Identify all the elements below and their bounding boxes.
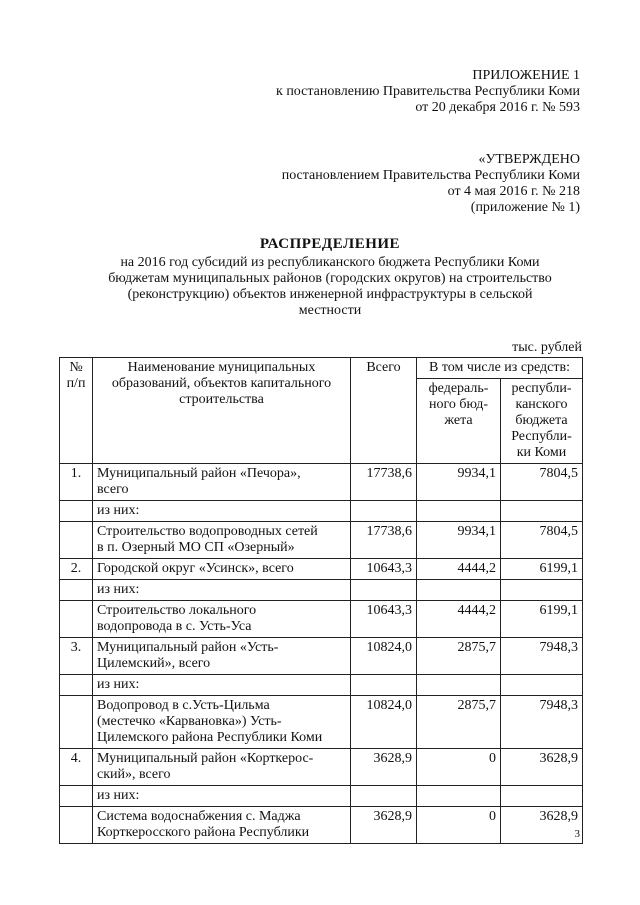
row-federal: 4444,2 — [417, 601, 501, 638]
table-row — [60, 696, 583, 749]
header-name-line-2: образований, объектов капитального — [111, 376, 332, 391]
appendix-line-1: ПРИЛОЖЕНИЕ 1 — [472, 68, 580, 83]
row-num — [60, 786, 93, 807]
row-name — [93, 601, 351, 638]
header-num-line-2: п/п — [66, 376, 86, 391]
row-federal: 2875,7 — [417, 638, 501, 675]
row-name-line: Система водоснабжения с. Маджа — [97, 809, 301, 824]
row-total — [351, 786, 417, 807]
row-name-line: Муниципальный район «Усть- — [97, 640, 279, 655]
header-name-line-1: Наименование муниципальных — [127, 360, 316, 375]
row-federal — [417, 675, 501, 696]
row-name-line: водопровода в с. Усть-Уса — [97, 619, 252, 634]
row-federal — [417, 580, 501, 601]
row-name-line: Строительство водопроводных сетей — [97, 524, 318, 539]
row-num — [60, 696, 93, 749]
table-row — [60, 786, 583, 807]
row-total: 10643,3 — [351, 601, 417, 638]
row-republic: 7948,3 — [501, 638, 583, 675]
row-num: 2. — [60, 559, 93, 580]
header-federal-line-1: федераль- — [428, 381, 489, 396]
row-total: 3628,9 — [351, 749, 417, 786]
row-name — [93, 464, 351, 501]
units-label: тыс. рублей — [512, 340, 582, 355]
approved-block — [282, 152, 580, 216]
row-name-line: всего — [97, 482, 129, 497]
table-row — [60, 464, 583, 501]
row-republic — [501, 501, 583, 522]
header-republic-line-1: республи- — [511, 381, 572, 396]
row-name — [93, 696, 351, 749]
row-name — [93, 807, 351, 844]
header-republic-line-4: Республи- — [511, 429, 572, 444]
row-federal: 2875,7 — [417, 696, 501, 749]
row-name-line: Цилемский», всего — [97, 656, 211, 671]
row-total: 10824,0 — [351, 696, 417, 749]
row-name — [93, 749, 351, 786]
row-name-line: в п. Озерный МО СП «Озерный» — [97, 540, 295, 555]
row-name-line: Муниципальный район «Печора», — [97, 466, 301, 481]
row-republic: 3628,9 — [501, 807, 583, 844]
row-name-line: (местечко «Карвановка») Усть- — [97, 714, 282, 729]
header-name-line-3: строительства — [179, 392, 264, 407]
row-num — [60, 501, 93, 522]
table-row — [60, 601, 583, 638]
approved-line-4: (приложение № 1) — [470, 200, 580, 215]
header-total: Всего — [351, 358, 417, 464]
row-republic: 3628,9 — [501, 749, 583, 786]
header-num — [60, 358, 93, 464]
row-republic: 6199,1 — [501, 601, 583, 638]
row-total — [351, 501, 417, 522]
table-header-row — [60, 358, 583, 379]
row-name: из них: — [93, 786, 351, 807]
row-name-line: Строительство локального — [97, 603, 257, 618]
header-federal — [417, 379, 501, 464]
header-republic — [501, 379, 583, 464]
row-name: из них: — [93, 501, 351, 522]
row-federal — [417, 786, 501, 807]
table-row — [60, 522, 583, 559]
row-total — [351, 580, 417, 601]
header-federal-line-3: жета — [444, 413, 473, 428]
row-republic — [501, 580, 583, 601]
row-republic: 7804,5 — [501, 522, 583, 559]
row-federal: 9934,1 — [417, 522, 501, 559]
row-federal: 0 — [417, 749, 501, 786]
row-name-line: Корткеросского района Республики — [97, 825, 310, 840]
row-name-line: Муниципальный район «Корткерос- — [97, 751, 314, 766]
row-name: из них: — [93, 675, 351, 696]
table-row — [60, 559, 583, 580]
row-num — [60, 807, 93, 844]
row-federal: 9934,1 — [417, 464, 501, 501]
subsidy-table — [59, 357, 583, 844]
row-republic: 7804,5 — [501, 464, 583, 501]
table-row — [60, 807, 583, 844]
row-num: 1. — [60, 464, 93, 501]
table-row — [60, 638, 583, 675]
row-num — [60, 580, 93, 601]
row-num: 3. — [60, 638, 93, 675]
row-republic: 6199,1 — [501, 559, 583, 580]
row-name: Городской округ «Усинск», всего — [93, 559, 351, 580]
row-num — [60, 601, 93, 638]
row-name: из них: — [93, 580, 351, 601]
row-name-line: Водопровод в с.Усть-Цильма — [97, 698, 270, 713]
page-number: 3 — [574, 828, 580, 840]
subtitle-line-2: бюджетам муниципальных районов (городских округов) на строительство — [108, 271, 552, 286]
header-including: В том числе из средств: — [417, 358, 583, 379]
row-total: 10643,3 — [351, 559, 417, 580]
appendix-block — [276, 68, 580, 116]
document-title: РАСПРЕДЕЛЕНИЕ — [259, 236, 401, 252]
row-republic — [501, 786, 583, 807]
header-republic-line-3: бюджета — [515, 413, 568, 428]
approved-line-2: постановлением Правительства Республики Коми — [281, 168, 580, 183]
row-republic — [501, 675, 583, 696]
row-federal: 4444,2 — [417, 559, 501, 580]
header-num-line-1: № — [69, 360, 83, 375]
row-federal — [417, 501, 501, 522]
row-total: 3628,9 — [351, 807, 417, 844]
header-republic-line-5: ки Коми — [516, 445, 567, 460]
document-subtitle — [90, 255, 570, 319]
appendix-line-3: от 20 декабря 2016 г. № 593 — [415, 100, 580, 115]
row-name-line: ский», всего — [97, 767, 171, 782]
table-row — [60, 675, 583, 696]
row-total: 17738,6 — [351, 464, 417, 501]
header-federal-line-2: ного бюд- — [428, 397, 489, 412]
header-republic-line-2: канского — [515, 397, 568, 412]
row-name-line: Цилемского района Республики Коми — [97, 730, 323, 745]
row-total: 10824,0 — [351, 638, 417, 675]
approved-line-3: от 4 мая 2016 г. № 218 — [447, 184, 580, 199]
approved-line-1: «УТВЕРЖДЕНО — [478, 152, 580, 167]
row-total: 17738,6 — [351, 522, 417, 559]
row-name — [93, 638, 351, 675]
row-federal: 0 — [417, 807, 501, 844]
subtitle-line-4: местности — [298, 303, 362, 318]
subtitle-line-1: на 2016 год субсидий из республиканского бюджета Республики Коми — [120, 255, 540, 270]
row-num — [60, 522, 93, 559]
row-num — [60, 675, 93, 696]
table-row — [60, 580, 583, 601]
table-row — [60, 749, 583, 786]
row-name — [93, 522, 351, 559]
row-num: 4. — [60, 749, 93, 786]
subtitle-line-3: (реконструкцию) объектов инженерной инфраструктуры в сельской — [127, 287, 533, 302]
row-total — [351, 675, 417, 696]
appendix-line-2: к постановлению Правительства Республики Коми — [276, 84, 580, 99]
header-name — [93, 358, 351, 464]
row-republic: 7948,3 — [501, 696, 583, 749]
table-row — [60, 501, 583, 522]
